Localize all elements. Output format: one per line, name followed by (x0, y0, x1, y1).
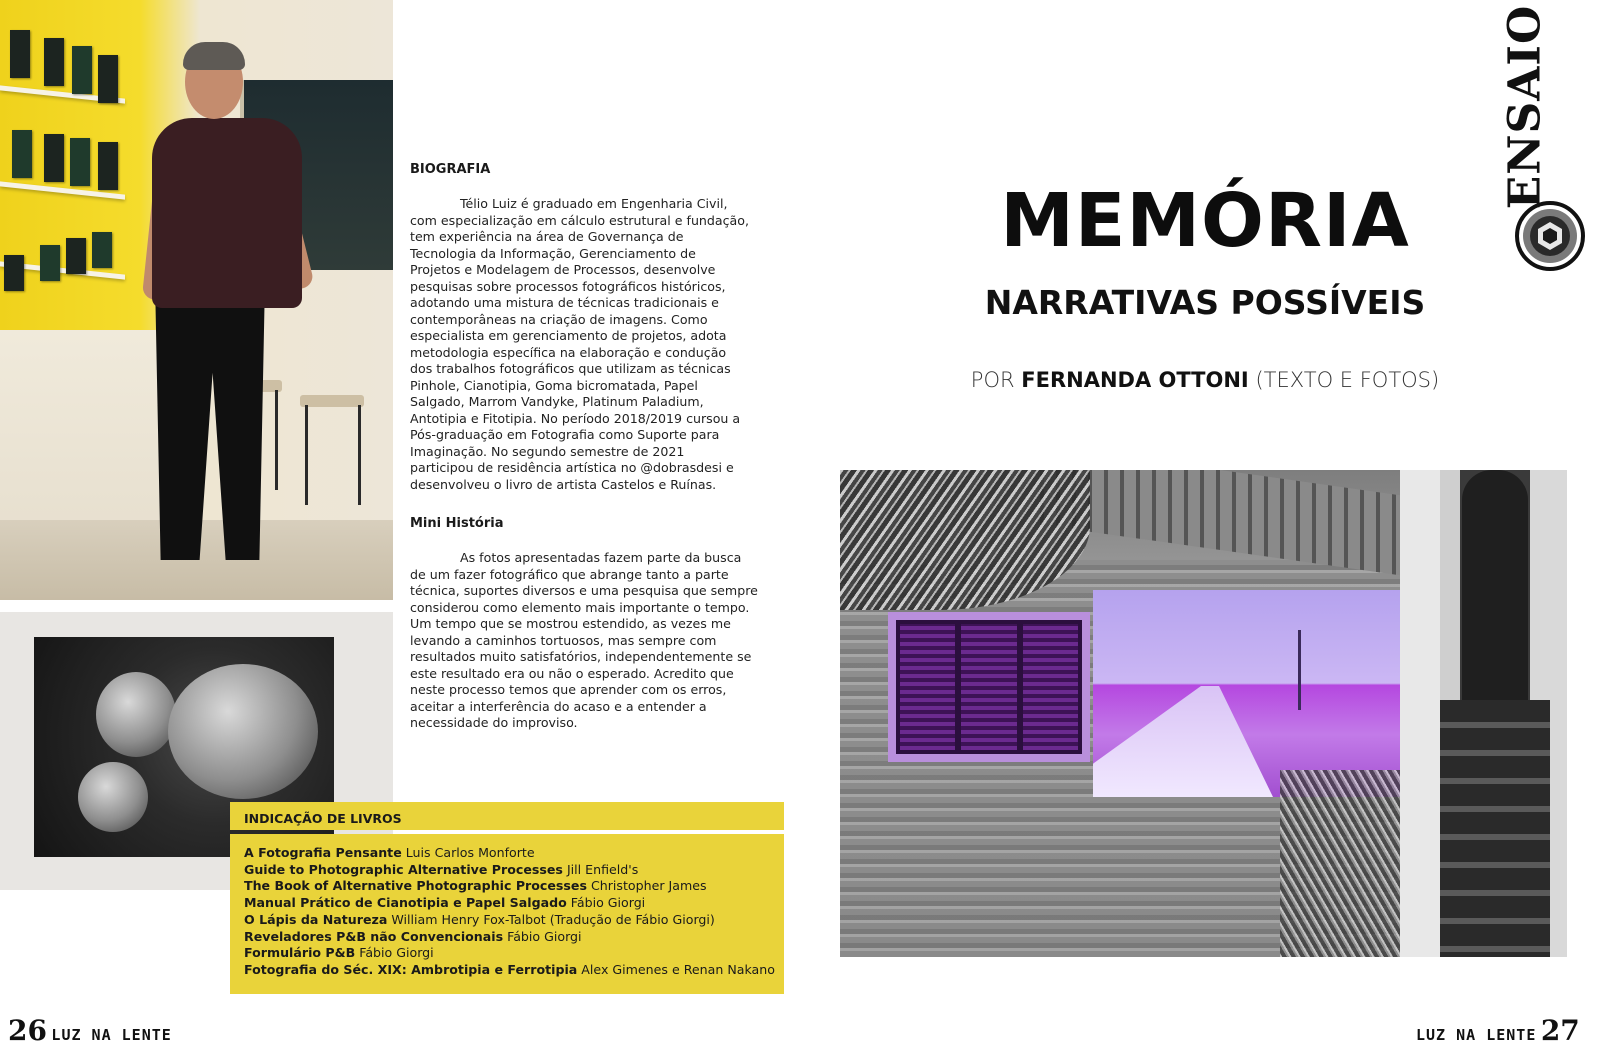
book-author: Jill Enfield's (566, 861, 639, 877)
section-label: ENSAIO (1499, 4, 1551, 210)
book-title: A Fotografia Pensante (244, 845, 402, 860)
book-author: Luis Carlos Monforte (405, 845, 535, 860)
book-item (244, 895, 775, 912)
book-author: Fábio Giorgi (507, 928, 582, 944)
mini-historia-heading: Mini História (410, 516, 504, 531)
page-number-right: 27 (1540, 1014, 1580, 1047)
byline (940, 368, 1470, 392)
book-title: Reveladores P&B não Convencionais (244, 928, 504, 944)
byline-suffix: (TEXTO E FOTOS) (1255, 368, 1440, 392)
magazine-name-right: LUZ NA LENTE (1416, 1026, 1537, 1044)
book-title: Formulário P&B (244, 945, 356, 961)
book-item (244, 845, 775, 862)
mini-historia-text: As fotos apresentadas fazem parte da busca de um fazer fotográfico que abrange tanto a parte técnica, suportes diversos e uma pesquisa que sempre considerou como elemento mais importante o tempo. Um tempo que se mostrou estendido, as vezes me levando a caminhos tortuosos, mas sempre com resultados muito satisfatórios, independentemente se este resultado era ou não o esperado. Acredito que neste processo temos que aprender com os erros, aceitar a interferência do acaso e a entender a necessidade do improviso. (410, 550, 758, 730)
right-folio (1416, 1014, 1580, 1047)
book-item (244, 962, 775, 979)
books-list (244, 845, 775, 979)
book-title: The Book of Alternative Photographic Processes (244, 878, 587, 894)
byline-prefix: POR (970, 368, 1015, 392)
books-heading: INDICAÇÃO DE LIVROS (244, 811, 402, 826)
magazine-name-left: LUZ NA LENTE (51, 1026, 172, 1044)
book-author: Fábio Giorgi (570, 895, 646, 911)
book-title: Fotografia do Séc. XIX: Ambrotipia e Ferrotipia (244, 961, 578, 977)
book-title: O Lápis da Natureza (244, 911, 388, 927)
book-item (244, 862, 775, 879)
left-folio (8, 1014, 172, 1047)
book-title: Guide to Photographic Alternative Processes (244, 861, 563, 877)
book-author: Alex Gimenes e Renan Nakano (581, 961, 775, 977)
book-author: William Henry Fox-Talbot (Tradução de Fábio Giorgi) (391, 911, 715, 927)
aperture-icon (1514, 200, 1586, 272)
book-author: Fábio Giorgi (359, 945, 434, 961)
article-subtitle: NARRATIVAS POSSÍVEIS (984, 283, 1426, 322)
article-title: MEMÓRIA (1000, 178, 1410, 264)
book-title: Manual Prático de Cianotipia e Papel Salgado (244, 895, 567, 911)
portrait-photo (0, 0, 393, 600)
book-item (244, 878, 775, 895)
book-item (244, 929, 775, 946)
page-number-left: 26 (8, 1014, 47, 1047)
biografia-heading: BIOGRAFIA (410, 162, 491, 177)
collage-photo (840, 470, 1567, 957)
author-name: FERNANDA OTTONI (1021, 368, 1249, 392)
book-item (244, 945, 775, 962)
section-tag (1494, 4, 1556, 210)
book-item (244, 912, 775, 929)
book-author: Christopher James (590, 878, 707, 894)
biografia-text: Télio Luiz é graduado em Engenharia Civil, com especialização em cálculo estrutural e fundação, tem experiência na área de Governança de Tecnologia da Informação, Gerenciamento de Projetos e Modelagem de Processos, desenvolve pesquisas sobre processos fotográficos históricos, adotando uma mistura de técnicas tradicionais e contemporâneas na criação de imagens. Como especialista em gerenciamento de projetos, adota metodologia específica na elaboração e condução dos trabalhos fotográficos que utilizam as técnicas Pinhole, Cianotipia, Goma bicromatada, Papel Salgado, Marrom Vandyke, Platinum Paladium, Antotipia e Fitotipia. No período 2018/2019 cursou a Pós-graduação em Fotografia como Suporte para Imaginação. No segundo semestre de 2021 participou de residência artística no @dobrasdesi e desenvolveu o livro de artista Castelos e Ruínas. (410, 196, 749, 492)
